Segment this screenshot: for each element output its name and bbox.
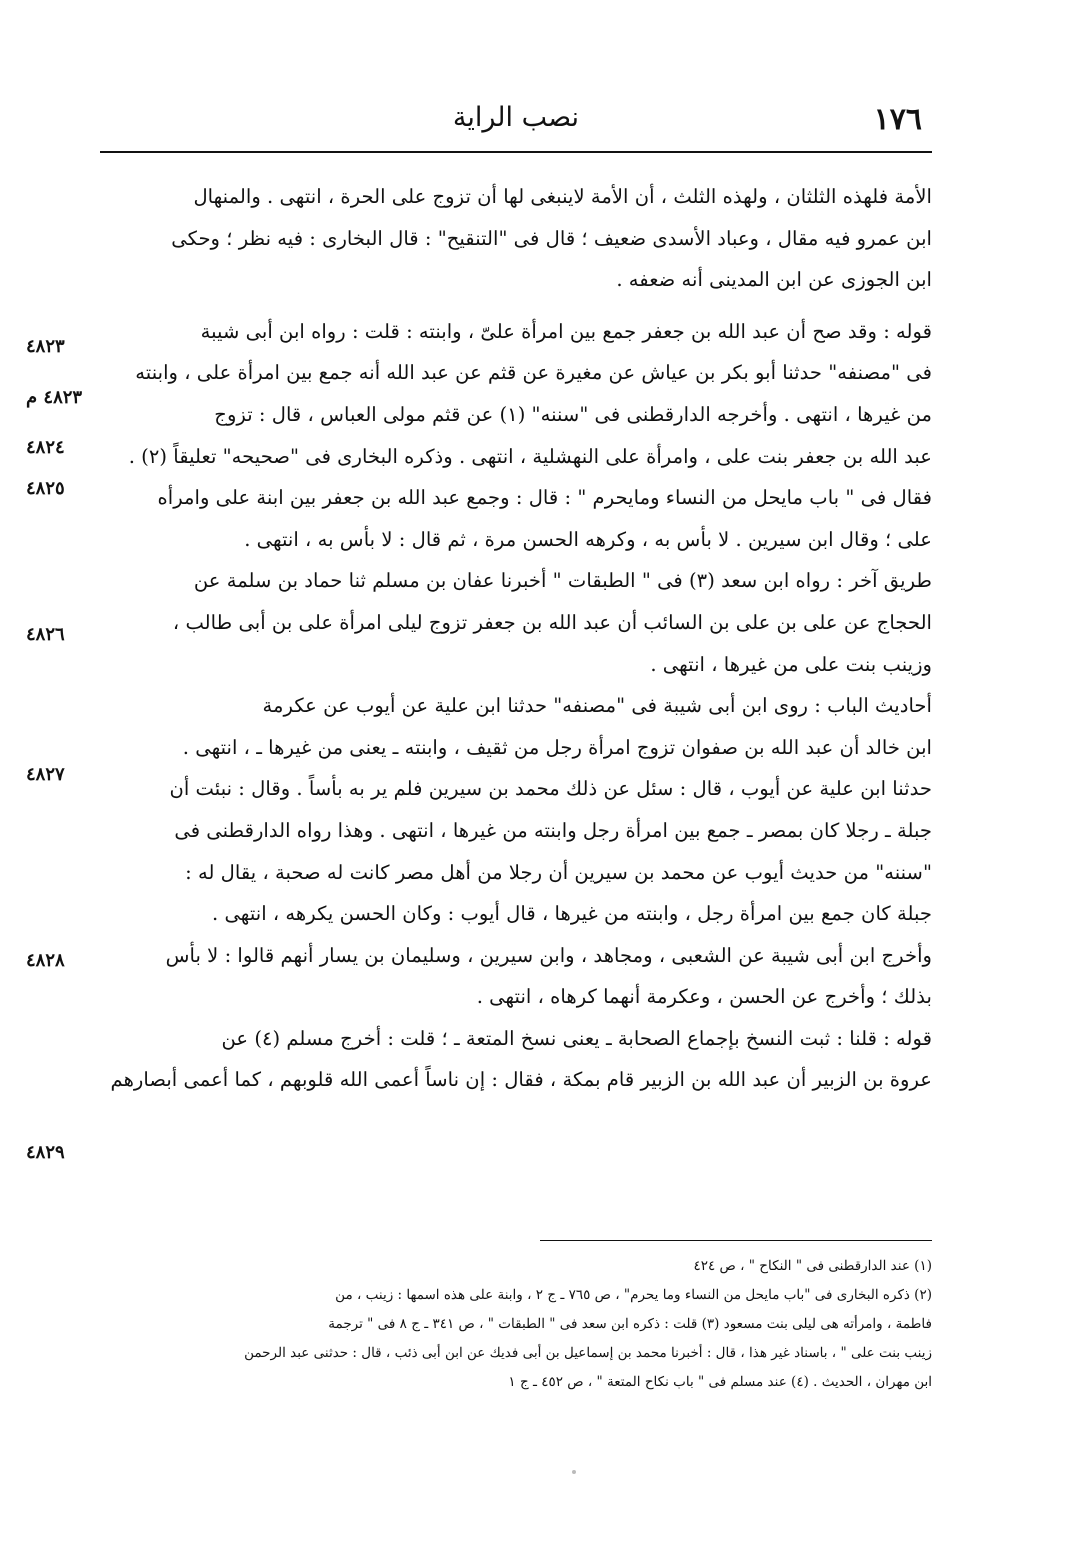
- text-line: حدثنا ابن علية عن أيوب ، قال : سئل عن ذلك محمد بن سيرين فلم ير به بأساً . وقال : نبئت أن: [169, 777, 932, 801]
- text-line: عبد الله بن جعفر بنت على ، وامرأة على النهشلية ، انتهى . وذكره البخارى فى "صحيحه" تعليقاً (٢) .: [128, 444, 932, 468]
- paragraph: [100, 176, 932, 301]
- text-line: جبلة ـ رجلا كان بمصر ـ جمع بين امرأة رجل وابنته من غيرها ، انتهى . وهذا رواه الدارقطنى فى: [174, 818, 932, 842]
- footnote-separator: [540, 1240, 932, 1241]
- text-line: طريق آخر : رواه ابن سعد (٣) فى " الطبقات " أخبرنا عفان بن مسلم ثنا حماد بن سلمة عن: [193, 569, 932, 593]
- text-line: ابن عمرو فيه مقال ، وعباد الأسدى ضعيف ؛ قال فى "التنقيح" : قال البخارى : فيه نظر ؛ وحكى: [171, 226, 932, 250]
- text-line: على ؛ وقال ابن سيرين . لا بأس به ، وكرهه الحسن مرة ، ثم قال : لا بأس به ، انتهى .: [244, 527, 932, 551]
- print-speck: [572, 1470, 576, 1474]
- paragraph: [100, 311, 932, 561]
- footnote-line: (٢) ذكره البخارى فى "باب مايحل من النساء وما يحرم" ، ص ٧٦٥ ـ ج ٢ ، وابنة على هذه اسمها : زينب ، من: [335, 1287, 932, 1303]
- main-text: [100, 176, 932, 1101]
- header-rule: [100, 151, 932, 153]
- text-line: قوله : قلنا : ثبت النسخ بإجماع الصحابة ـ يعنى نسخ المتعة ـ ؛ قلت : أخرج مسلم (٤) عن: [221, 1026, 932, 1050]
- hadith-number: ٤٨٢٥: [26, 478, 65, 499]
- page-number: ١٧٦: [873, 102, 922, 137]
- text-line: وأخرج ابن أبى شيبة عن الشعبى ، ومجاهد ، وابن سيرين ، وسليمان بن يسار أنهم قالوا : لا بأس: [165, 943, 932, 967]
- text-line: عروة بن الزبير أن عبد الله بن الزبير قام بمكة ، فقال : إن ناساً أعمى الله قلوبهم ، كما أعمى أبصارهم: [110, 1068, 932, 1092]
- text-line: "سننه" من حديث أيوب عن محمد بن سيرين أن رجلا من أهل مصر كانت له صحبة ، يقال له :: [185, 860, 932, 884]
- paragraph: [100, 1018, 932, 1101]
- footnote-line: فاطمة ، وامرأته هى ليلى بنت مسعود (٣) قلت : ذكره ابن سعد فى " الطبقات " ، ص ٣٤١ ـ ج ٨ فى " ترجمة: [328, 1316, 932, 1332]
- page-header: [100, 100, 932, 146]
- text-line: فى "مصنفه" حدثنا أبو بكر بن عياش عن مغيرة عن قثم عن عبد الله أنه جمع بين امرأة على ، وابنته: [135, 361, 932, 385]
- text-line: أحاديث الباب : روى ابن أبى شيبة فى "مصنفه" حدثنا ابن علية عن أيوب عن عكرمة: [262, 694, 932, 718]
- hadith-number: ٤٨٢٧: [26, 764, 65, 785]
- text-line: وزينب بنت على من غيرها ، انتهى .: [650, 652, 932, 676]
- text-line: بذلك ؛ وأخرج عن الحسن ، وعكرمة أنهما كرهاه ، انتهى .: [476, 985, 932, 1009]
- footnote-line: (١) عند الدارقطنى فى " النكاح " ، ص ٤٢٤: [693, 1258, 932, 1274]
- hadith-number: ٤٨٢٤: [26, 437, 65, 458]
- paragraph: [100, 560, 932, 685]
- footnote-line: ابن مهران ، الحديث . (٤) عند مسلم فى " باب نكاح المتعة " ، ص ٤٥٢ ـ ج ١: [508, 1374, 932, 1390]
- footnote-line: زينب بنت على " ، باسناد غير هذا ، قال : أخبرنا محمد بن إسماعيل بن أبى فديك عن ابن أبى ذئب ، قال : حدثنى عبد الرحمن: [244, 1345, 932, 1361]
- hadith-number: ٤٨٢٨: [26, 950, 65, 971]
- running-title: نصب الراية: [452, 102, 580, 133]
- hadith-number: ٤٨٢٩: [26, 1142, 65, 1163]
- text-line: قوله : وقد صح أن عبد الله بن جعفر جمع بين امرأة علىّ ، وابنته : قلت : رواه ابن أبى شيبة: [200, 319, 932, 343]
- text-line: من غيرها ، انتهى . وأخرجه الدارقطنى فى "سننه" (١) عن قثم مولى العباس ، قال : تزوج: [214, 402, 932, 426]
- text-line: الحجاج عن على بن على بن السائب أن عبد الله بن جعفر تزوج ليلى امرأة على بن أبى طالب ،: [172, 610, 932, 634]
- text-line: ابن خالد أن عبد الله بن صفوان تزوج امرأة رجل من ثقيف ، وابنته ـ يعنى من غيرها ـ ، انتهى .: [182, 735, 932, 759]
- text-line: ابن الجوزى عن ابن المدينى أنه ضعفه .: [616, 268, 932, 292]
- text-line: جبلة كان جمع بين امرأة رجل ، وابنته من غيرها ، قال أيوب : وكان الحسن يكرهه ، انتهى .: [212, 902, 932, 926]
- hadith-number: ٤٨٢٣ م: [26, 387, 83, 408]
- footnotes: [100, 1252, 932, 1397]
- text-line: فقال فى " باب مايحل من النساء ومايحرم " : قال : وجمع عبد الله بن جعفر بين ابنة على وامرأه: [157, 486, 932, 510]
- paragraph: [100, 685, 932, 1018]
- text-line: الأمة فلهذه الثلثان ، ولهذه الثلث ، أن الأمة لاينبغى لها أن تزوج على الحرة ، انتهى . والمنهال: [193, 185, 932, 208]
- hadith-number: ٤٨٢٣: [26, 336, 65, 357]
- hadith-number: ٤٨٢٦: [26, 624, 65, 645]
